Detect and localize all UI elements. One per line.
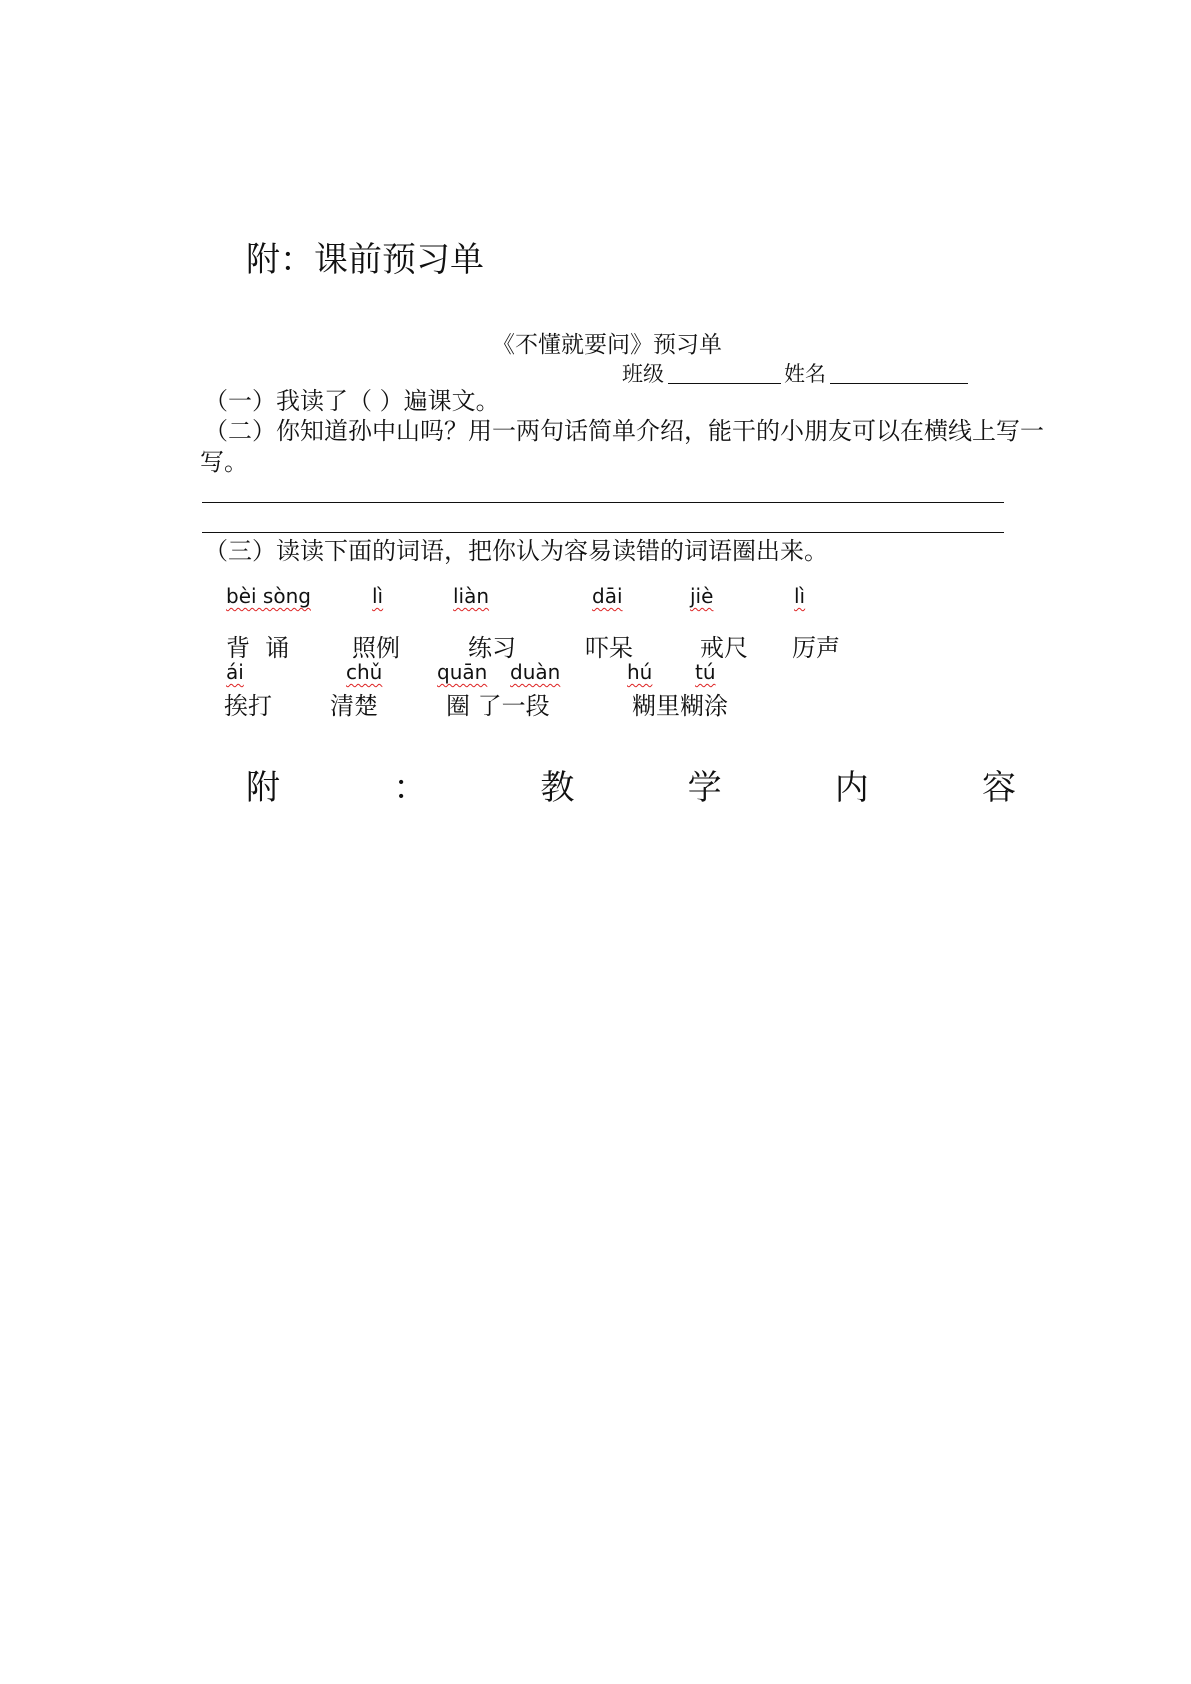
- pinyin-ai: ái: [226, 660, 244, 684]
- word-lisheng: 厉声: [792, 634, 840, 662]
- class-label: 班级: [622, 362, 664, 386]
- word-lianxi: 练习: [468, 634, 516, 662]
- pinyin-tu: tú: [695, 660, 716, 684]
- worksheet-title: 《不懂就要问》预习单: [492, 332, 722, 358]
- question-2-line-1: （二）你知道孙中山吗？用一两句话简单介绍，能干的小朋友可以在横线上写一: [204, 417, 1044, 445]
- pinyin-quan: quān: [437, 660, 488, 684]
- heading-char-4: 学: [687, 768, 722, 808]
- name-blank[interactable]: [830, 383, 968, 384]
- word-hulihutu: 糊里糊涂: [632, 692, 728, 720]
- pinyin-chu: chǔ: [346, 660, 383, 684]
- heading-char-3: 教: [540, 768, 575, 808]
- word-zhaoli: 照例: [352, 634, 400, 662]
- pinyin-lian: liàn: [453, 584, 490, 608]
- pinyin-beisong: bèi sòng: [226, 584, 311, 608]
- word-xiadai: 吓呆: [585, 634, 633, 662]
- pinyin-hu: hú: [627, 660, 653, 684]
- section-heading-teaching-content: [246, 760, 1016, 809]
- pinyin-li-2: lì: [794, 584, 806, 608]
- class-blank[interactable]: [668, 383, 781, 384]
- heading-char-5: 内: [834, 768, 869, 808]
- name-label: 姓名: [784, 362, 826, 386]
- answer-line-1[interactable]: [202, 502, 1004, 503]
- word-qingchu: 清楚: [330, 692, 378, 720]
- pinyin-dai: dāi: [592, 584, 623, 608]
- question-3: （三）读读下面的词语，把你认为容易读错的词语圈出来。: [204, 537, 828, 565]
- section-heading-preview: 附：课前预习单: [246, 240, 484, 280]
- heading-char-1: 附: [246, 768, 280, 808]
- heading-char-2: ：: [393, 768, 428, 808]
- pinyin-duan: duàn: [510, 660, 561, 684]
- word-aida: 挨打: [224, 692, 272, 720]
- word-jiechi: 戒尺: [700, 634, 748, 662]
- word-beisong: 背 诵: [226, 634, 290, 662]
- answer-line-2[interactable]: [202, 532, 1004, 533]
- word-quanleyiduan: 圈 了一段: [446, 692, 550, 720]
- question-1: （一）我读了（ ）遍课文。: [204, 387, 500, 415]
- heading-char-6: 容: [981, 768, 1016, 808]
- pinyin-jie: jiè: [690, 584, 714, 608]
- question-2-line-2: 写。: [200, 448, 248, 476]
- pinyin-li-1: lì: [372, 584, 384, 608]
